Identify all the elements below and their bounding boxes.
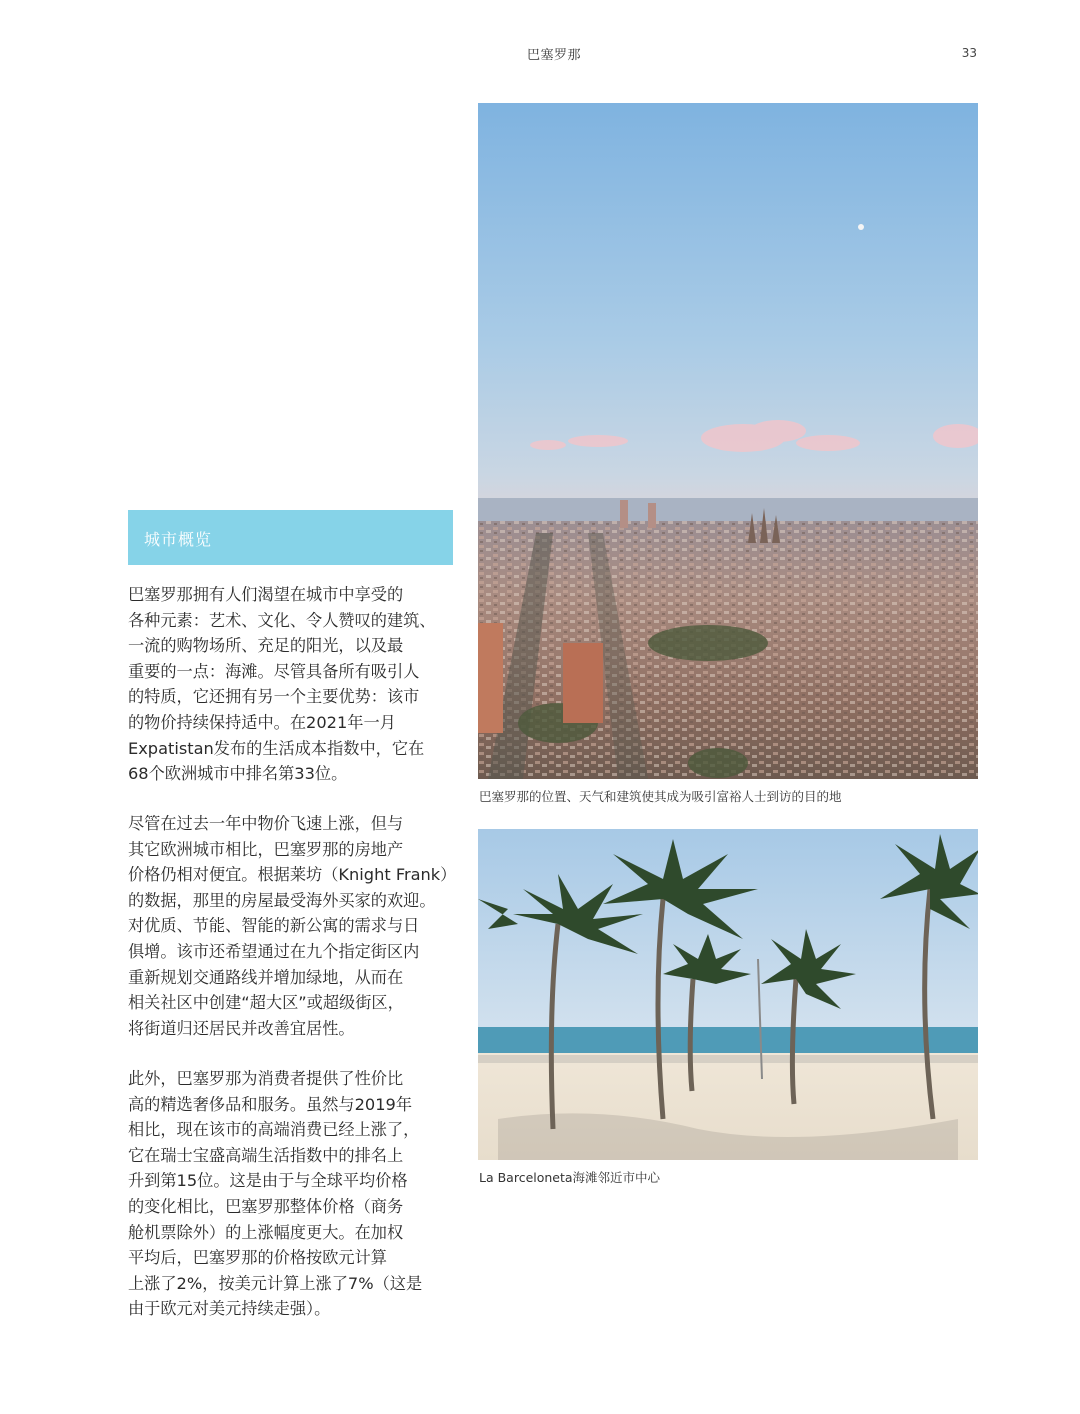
paragraph-line: 巴塞罗那拥有人们渴望在城市中享受的: [128, 585, 404, 604]
paragraph-line: 相比，现在该市的高端消费已经上涨了，: [128, 1120, 420, 1140]
beach-palms-photo: [478, 829, 978, 1160]
paragraph-line: 各种元素：艺术、文化、令人赞叹的建筑、: [128, 610, 436, 630]
paragraph-line: 高的精选奢侈品和服务。虽然与2019年: [128, 1094, 413, 1114]
paragraph-line: 重新规划交通路线并增加绿地，从而在: [128, 967, 404, 987]
paragraph-line: Expatistan发布的生活成本指数中，它在: [128, 738, 425, 758]
city-panorama-photo: [478, 103, 978, 779]
paragraph-line: 的变化相比，巴塞罗那整体价格（商务: [128, 1196, 404, 1216]
paragraph-line: 的物价持续保持适中。在2021年一月: [128, 712, 396, 732]
paragraph-line: 尽管在过去一年中物价飞速上涨，但与: [128, 814, 404, 833]
running-title: 巴塞罗那: [526, 48, 581, 63]
paragraph-line: 价格仍相对便宜。根据莱坊（Knight Frank）: [128, 865, 457, 885]
paragraph-line: 将街道归还居民并改善宜居性。: [128, 1018, 355, 1038]
section-banner: [128, 510, 453, 565]
paragraph-3: [128, 1066, 458, 1322]
paragraph-line: 俱增。该市还希望通过在九个指定街区内: [128, 941, 420, 961]
paragraph-line: 平均后，巴塞罗那的价格按欧元计算: [128, 1248, 387, 1268]
paragraph-line: 对优质、节能、智能的新公寓的需求与日: [128, 916, 420, 936]
paragraph-line: 68个欧洲城市中排名第33位。: [128, 764, 348, 784]
figure-caption: La Barceloneta海滩邻近市中心: [479, 1170, 661, 1185]
paragraph-line: 的特质，它还拥有另一个主要优势：该市: [128, 687, 420, 707]
paragraph-line: 上涨了2%，按美元计算上涨了7%（这是: [128, 1273, 423, 1293]
paragraph-1: [128, 582, 458, 787]
paragraph-line: 它在瑞士宝盛高端生活指数中的排名上: [128, 1145, 404, 1165]
figure-caption: 巴塞罗那的位置、天气和建筑使其成为吸引富裕人士到访的目的地: [479, 789, 842, 804]
paragraph-2: [128, 811, 458, 1041]
paragraph-line: 升到第15位。这是由于与全球平均价格: [128, 1171, 408, 1191]
paragraph-line: 由于欧元对美元持续走强）。: [128, 1299, 331, 1319]
paragraph-line: 其它欧洲城市相比，巴塞罗那的房地产: [128, 839, 404, 859]
page-number: 33: [961, 46, 977, 60]
paragraph-line: 相关社区中创建“超大区”或超级街区，: [128, 993, 404, 1013]
paragraph-line: 的数据，那里的房屋最受海外买家的欢迎。: [128, 890, 436, 910]
paragraph-line: 舱机票除外）的上涨幅度更大。在加权: [128, 1222, 404, 1242]
paragraph-line: 此外，巴塞罗那为消费者提供了性价比: [128, 1069, 404, 1088]
section-title: 城市概览: [144, 530, 213, 549]
paragraph-line: 重要的一点：海滩。尽管具备所有吸引人: [128, 661, 420, 681]
paragraph-line: 一流的购物场所、充足的阳光，以及最: [128, 636, 404, 656]
